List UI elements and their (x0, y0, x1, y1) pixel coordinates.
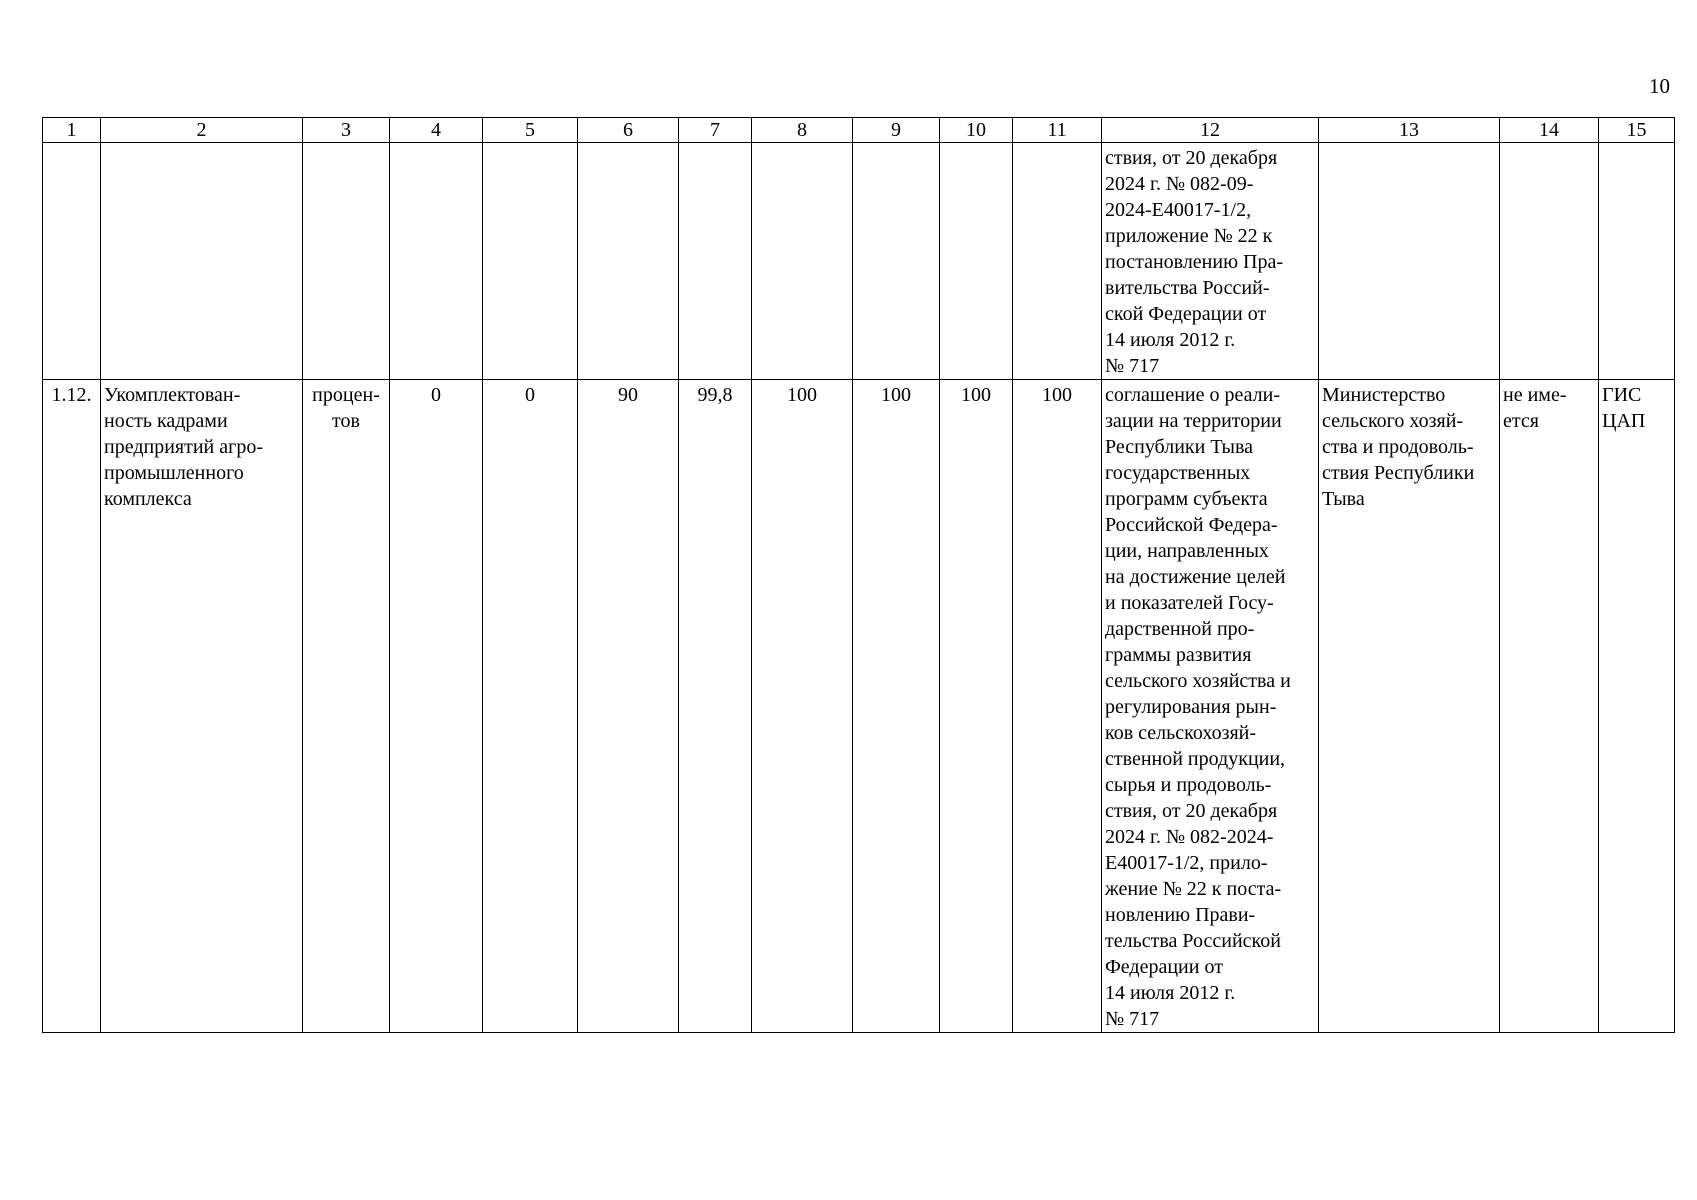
continuation-row (43, 143, 1675, 380)
column-number-header: 13 (1319, 118, 1500, 143)
empty-cell (303, 143, 390, 380)
information-system-cell: ГИС ЦАП (1599, 380, 1675, 1033)
empty-cell (1319, 143, 1500, 380)
column-number-header: 3 (303, 118, 390, 143)
value-cell-col9: 100 (853, 380, 940, 1033)
value-cell-col5: 0 (483, 380, 578, 1033)
empty-cell (390, 143, 483, 380)
indicators-table (42, 117, 1675, 1033)
row-number-cell: 1.12. (43, 380, 101, 1033)
column-numbers-row (43, 118, 1675, 143)
column-number-header: 12 (1102, 118, 1319, 143)
column-number-header: 2 (101, 118, 303, 143)
column-number-header: 6 (578, 118, 679, 143)
value-cell-col10: 100 (940, 380, 1013, 1033)
value-cell-col6: 90 (578, 380, 679, 1033)
empty-cell (752, 143, 853, 380)
column-number-header: 7 (679, 118, 752, 143)
column-number-header: 10 (940, 118, 1013, 143)
empty-cell (101, 143, 303, 380)
unit-cell: процен- тов (303, 380, 390, 1033)
column-number-header: 1 (43, 118, 101, 143)
empty-cell (43, 143, 101, 380)
document-cell: соглашение о реали- зации на территории Республики Тыва государственных программ субъекта Российской Федера- ции, направленных на достижение целей и показателей Госу- дарственной про- граммы развития сельского хозяйства и регулирования рын- ков сельскохозяй- ственной продукции, сырья и продоволь- ствия, от 20 декабря 2024 г. № 082-2024- Е40017-1/2, прило- жение № 22 к поста- новлению Прави- тельства Российской Федерации от 14 июля 2012 г. № 717 (1102, 380, 1319, 1033)
page-number: 10 (1649, 74, 1670, 98)
indicator-name-cell: Укомплектован- ность кадрами предприятий агро- промышленного комплекса (101, 380, 303, 1033)
continued-document-cell: ствия, от 20 декабря 2024 г. № 082-09- 2024-Е40017-1/2, приложение № 22 к постановлению Пра- вительства Россий- ской Федерации от 14 июля 2012 г. № 717 (1102, 143, 1319, 380)
responsible-cell: Министерство сельского хозяй- ства и продоволь- ствия Республики Тыва (1319, 380, 1500, 1033)
column-number-header: 8 (752, 118, 853, 143)
empty-cell (578, 143, 679, 380)
empty-cell (940, 143, 1013, 380)
value-cell-col8: 100 (752, 380, 853, 1033)
column-number-header: 9 (853, 118, 940, 143)
value-cell-col4: 0 (390, 380, 483, 1033)
table-row (43, 380, 1675, 1033)
empty-cell (853, 143, 940, 380)
empty-cell (1599, 143, 1675, 380)
column-number-header: 14 (1500, 118, 1599, 143)
empty-cell (483, 143, 578, 380)
value-cell-col11: 100 (1013, 380, 1102, 1033)
column-number-header: 5 (483, 118, 578, 143)
empty-cell (1013, 143, 1102, 380)
column-number-header: 11 (1013, 118, 1102, 143)
column-number-header: 4 (390, 118, 483, 143)
empty-cell (679, 143, 752, 380)
col14-cell: не име- ется (1500, 380, 1599, 1033)
column-number-header: 15 (1599, 118, 1675, 143)
empty-cell (1500, 143, 1599, 380)
value-cell-col7: 99,8 (679, 380, 752, 1033)
